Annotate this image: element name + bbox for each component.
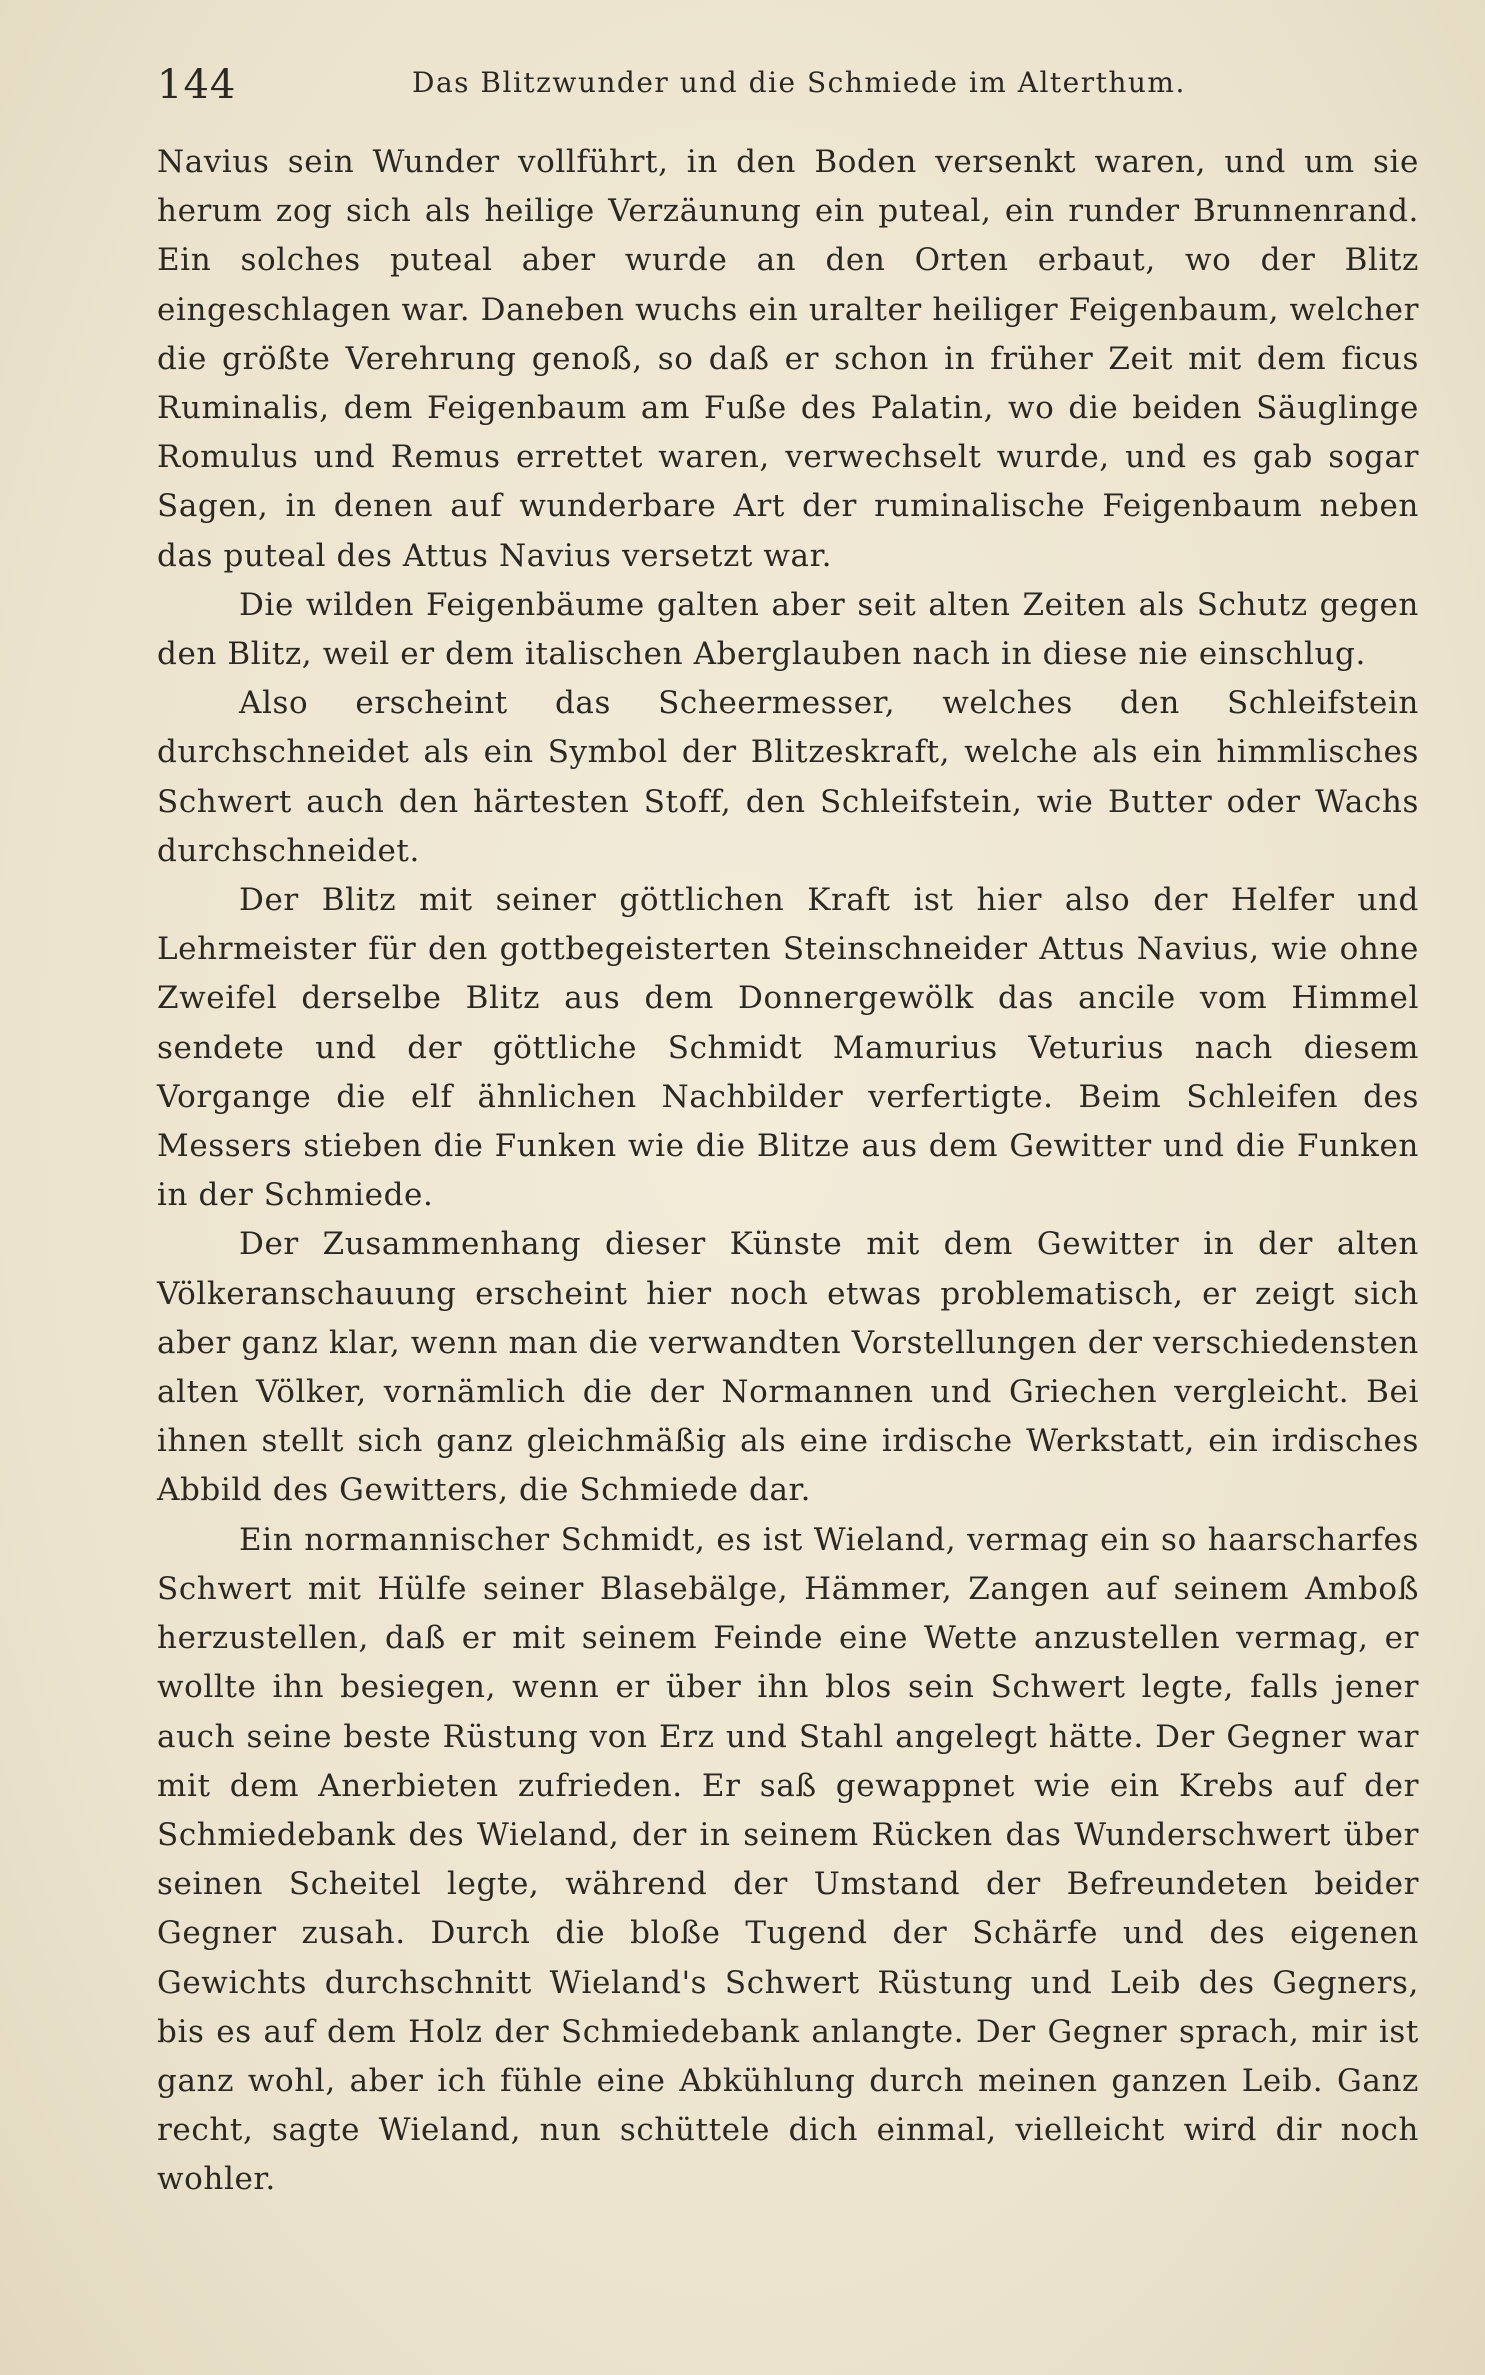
paragraph: Die wilden Feigenbäume galten aber seit alten Zeiten als Schutz gegen den Blitz, weil er dem italischen Aberglauben nach in diese nie einschlug. [157, 586, 1419, 673]
running-title: Das Blitzwunder und die Schmiede im Alterthum. [412, 66, 1186, 99]
paragraph: Also erscheint das Scheermesser, welches den Schleifstein durchschneidet als ein Symbol der Blitzeskraft, welche als ein himmlisches Schwert auch den härtesten Stoff, den Schleifstein, wie Butter oder Wachs durchschneidet. [157, 685, 1419, 869]
page-number: 144 [157, 62, 237, 108]
paragraph: Navius sein Wunder vollführt, in den Boden versenkt waren, und um sie herum zog sich als heilige Verzäunung ein puteal, ein runder Brunnenrand. Ein solches puteal aber wurde an den Orten erbaut, wo der Blitz eingeschlagen war. Daneben wuchs ein uralter heiliger Feigenbaum, welcher die größte Verehrung genoß, so daß er schon in früher Zeit mit dem ficus Ruminalis, dem Feigenbaum am Fuße des Palatin, wo die beiden Säuglinge Romulus und Remus errettet waren, verwechselt wurde, und es gab sogar Sagen, in denen auf wunderbare Art der ruminalische Feigenbaum neben das puteal des Attus Navius versetzt war. [157, 144, 1419, 574]
paragraph: Der Blitz mit seiner göttlichen Kraft ist hier also der Helfer und Lehrmeister für den gottbegeisterten Steinschneider Attus Navius, wie ohne Zweifel derselbe Blitz aus dem Donnergewölk das ancile vom Himmel sendete und der göttliche Schmidt Mamurius Veturius nach diesem Vorgange die elf ähnlichen Nachbilder verfertigte. Beim Schleifen des Messers stieben die Funken wie die Blitze aus dem Gewitter und die Funken in der Schmiede. [157, 882, 1419, 1214]
body-text [157, 138, 1419, 2205]
paragraph: Der Zusammenhang dieser Künste mit dem Gewitter in der alten Völkeranschauung erscheint hier noch etwas problematisch, er zeigt sich aber ganz klar, wenn man die verwandten Vorstellungen der verschiedensten alten Völker, vornämlich die der Normannen und Griechen vergleicht. Bei ihnen stellt sich ganz gleichmäßig als eine irdische Werkstatt, ein irdisches Abbild des Gewitters, die Schmiede dar. [157, 1226, 1419, 1509]
page-header [157, 58, 1427, 118]
paragraph: Ein normannischer Schmidt, es ist Wieland, vermag ein so haarscharfes Schwert mit Hülfe seiner Blasebälge, Hämmer, Zangen auf seinem Amboß herzustellen, daß er mit seinem Feinde eine Wette anzustellen vermag, er wollte ihn besiegen, wenn er über ihn blos sein Schwert legte, falls jener auch seine beste Rüstung von Erz und Stahl angelegt hätte. Der Gegner war mit dem Anerbieten zufrieden. Er saß gewappnet wie ein Krebs auf der Schmiedebank des Wieland, der in seinem Rücken das Wunderschwert über seinen Scheitel legte, während der Umstand der Befreundeten beider Gegner zusah. Durch die bloße Tugend der Schärfe und des eigenen Gewichts durchschnitt Wieland's Schwert Rüstung und Leib des Gegners, bis es auf dem Holz der Schmiedebank anlangte. Der Gegner sprach, mir ist ganz wohl, aber ich fühle eine Abkühlung durch meinen ganzen Leib. Ganz recht, sagte Wieland, nun schüttele dich einmal, vielleicht wird dir noch wohler. [157, 1521, 1419, 2198]
